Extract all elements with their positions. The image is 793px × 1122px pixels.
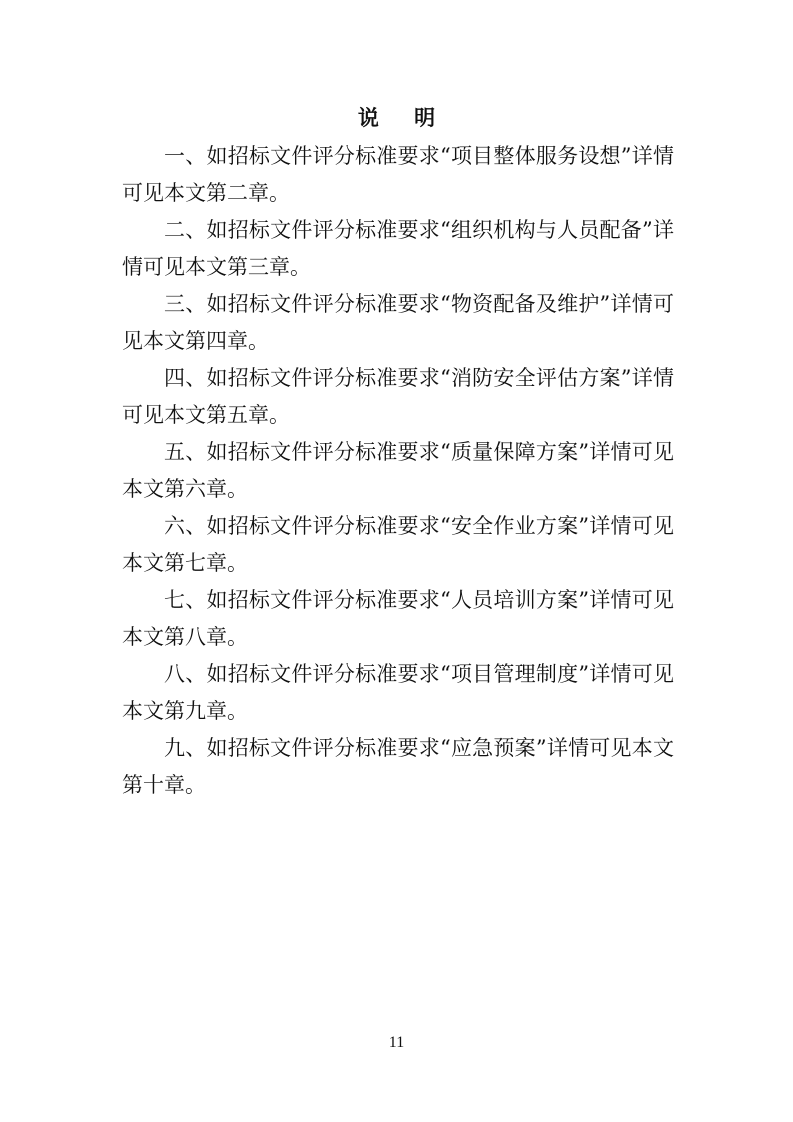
paragraph-3: 三、如招标文件评分标准要求“物资配备及维护”详情可见本文第四章。 (122, 292, 674, 353)
paragraph-1: 一、如招标文件评分标准要求“项目整体服务设想”详情可见本文第二章。 (122, 144, 674, 205)
paragraph-2: 二、如招标文件评分标准要求“组织机构与人员配备”详情可见本文第三章。 (122, 218, 674, 279)
document-body (122, 138, 674, 804)
paragraph-9: 九、如招标文件评分标准要求“应急预案”详情可见本文第十章。 (122, 736, 674, 797)
paragraph-7: 七、如招标文件评分标准要求“人员培训方案”详情可见本文第八章。 (122, 588, 674, 649)
page-title: 说 明 (357, 105, 450, 130)
paragraph-6: 六、如招标文件评分标准要求“安全作业方案”详情可见本文第七章。 (122, 514, 674, 575)
page-number: 11 (388, 1034, 405, 1051)
paragraph-4: 四、如招标文件评分标准要求“消防安全评估方案”详情可见本文第五章。 (122, 366, 674, 427)
paragraph-8: 八、如招标文件评分标准要求“项目管理制度”详情可见本文第九章。 (122, 662, 674, 723)
paragraph-5: 五、如招标文件评分标准要求“质量保障方案”详情可见本文第六章。 (122, 440, 674, 501)
